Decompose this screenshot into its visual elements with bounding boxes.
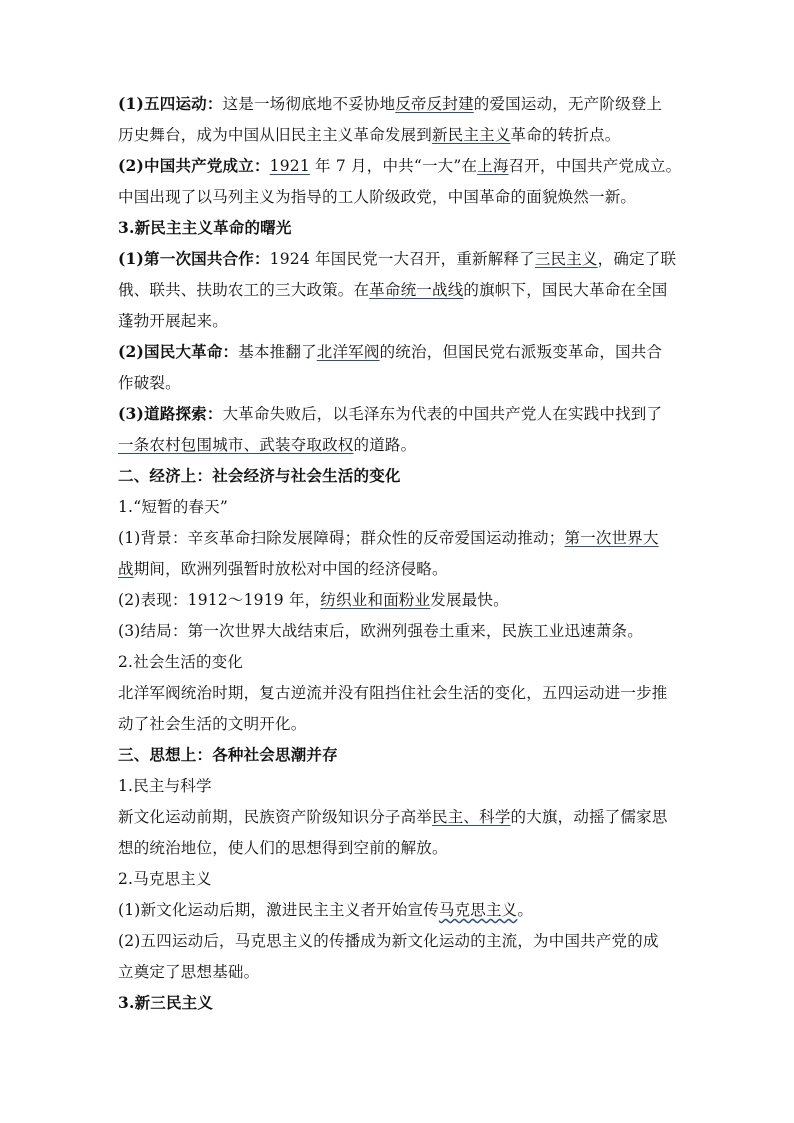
underlined-term: 一条农村包围城市、武装夺取政权 bbox=[118, 436, 354, 454]
text-run: 年 7 月，中共“一大”在 bbox=[309, 157, 478, 175]
background-line-2 bbox=[118, 558, 678, 580]
ccp-founding-label: (2)中国共产党成立： bbox=[118, 156, 270, 175]
social-life-line-1: 北洋军阀统治时期，复古逆流并没有阻挡住社会生活的变化，五四运动进一步推 bbox=[118, 684, 668, 702]
text-run: 历史舞台，成为中国从旧民主主义革命发展到 bbox=[118, 126, 433, 144]
text-run: 发展最快。 bbox=[430, 591, 509, 609]
ccp-founding-line-1 bbox=[118, 155, 682, 177]
marxism-line-1 bbox=[118, 899, 678, 921]
outcome-line: (3)结局：第一次世界大战结束后，欧洲列强卷土重来，民族工业迅速萧条。 bbox=[118, 622, 643, 640]
text-run: 这是一场彻底地不妥协地 bbox=[222, 95, 396, 113]
subheading-brief-spring: 1.“短暂的春天” bbox=[118, 498, 228, 516]
text-run: 的统治，但国民党右派叛变革命，国共合 bbox=[379, 343, 663, 361]
background-line-1 bbox=[118, 527, 678, 549]
ccp-founding-line-2: 中国出现了以马列主义为指导的工人阶级政党，中国革命的面貌焕然一新。 bbox=[118, 188, 637, 206]
text-run: 的大旗，动摇了儒家思 bbox=[510, 808, 668, 826]
underlined-term: 民主、科学 bbox=[432, 808, 511, 826]
may-fourth-label: (1)五四运动： bbox=[118, 94, 223, 113]
section-heading-new-democratic-dawn: 3.新民主主义革命的曙光 bbox=[118, 218, 292, 237]
national-revolution-line-2: 作破裂。 bbox=[118, 374, 181, 392]
underlined-term: 第一次世界大 bbox=[564, 529, 659, 547]
text-run: 召开，中国共产党成立。 bbox=[508, 157, 682, 175]
subheading-social-life: 2.社会生活的变化 bbox=[118, 653, 244, 671]
marxism-line-3: 立奠定了思想基础。 bbox=[118, 963, 260, 981]
marxism-line-2: (2)五四运动后，马克思主义的传播成为新文化运动的主流，为中国共产党的成 bbox=[118, 932, 659, 950]
performance-line bbox=[118, 589, 678, 611]
first-united-front-line-2 bbox=[118, 279, 678, 301]
text-run: 。 bbox=[517, 901, 534, 919]
text-run: 新文化运动前期，民族资产阶级知识分子高举 bbox=[118, 808, 433, 826]
underlined-term: 战 bbox=[118, 560, 134, 578]
text-run: ，确定了联 bbox=[597, 250, 677, 268]
text-run: 的旗帜下，国民大革命在全国 bbox=[463, 281, 668, 299]
national-revolution-line-1 bbox=[118, 341, 678, 363]
underlined-term: 反帝反封建 bbox=[395, 95, 474, 113]
text-run: 的爱国运动，无产阶级登上 bbox=[473, 95, 663, 113]
text-run: 期间，欧洲列强暂时放松对中国的经济侵略。 bbox=[133, 560, 448, 578]
first-united-front-line-3: 蓬勃开展起来。 bbox=[118, 312, 228, 330]
underlined-term: 北洋军阀 bbox=[316, 343, 380, 361]
democracy-science-line-1 bbox=[118, 806, 678, 828]
road-exploration-line-1 bbox=[118, 403, 678, 425]
text-run: (1)新文化运动后期，激进民主主义者开始宣传 bbox=[118, 901, 439, 919]
text-run: (2)表现：1912～1919 年， bbox=[118, 591, 321, 609]
text-run: 俄、联共、扶助农工的三大政策。在 bbox=[118, 281, 370, 299]
road-exploration-line-2 bbox=[118, 434, 678, 456]
social-life-line-2: 动了社会生活的文明开化。 bbox=[118, 715, 307, 733]
text-run: 大革命失败后，以毛泽东为代表的中国共产党人在实践中找到了 bbox=[222, 405, 663, 423]
text-run: 革命的转折点。 bbox=[510, 126, 621, 144]
text-run: 1924 年国民党一大召开，重新解释了 bbox=[269, 250, 535, 268]
first-united-front-label: (1)第一次国共合作： bbox=[118, 249, 270, 268]
subheading-marxism: 2.马克思主义 bbox=[118, 870, 212, 888]
text-run: (1)背景：辛亥革命扫除发展障碍；群众性的反帝爱国运动推动； bbox=[118, 529, 565, 547]
road-exploration-label: (3)道路探索： bbox=[118, 404, 223, 423]
democracy-science-line-2: 想的统治地位，使人们的思想得到空前的解放。 bbox=[118, 839, 448, 857]
underlined-term: 新民主主义 bbox=[432, 126, 511, 144]
text-run: 基本推翻了 bbox=[238, 343, 317, 361]
national-revolution-label: (2)国民大革命： bbox=[118, 342, 239, 361]
underlined-term: 上海 bbox=[477, 157, 509, 175]
document-body bbox=[118, 93, 682, 1023]
section-heading-thought: 三、思想上：各种社会思潮并存 bbox=[118, 745, 338, 764]
underlined-term: 革命统一战线 bbox=[369, 281, 464, 299]
underlined-term: 马克思主义 bbox=[438, 901, 518, 919]
may-fourth-line-2 bbox=[118, 124, 678, 146]
subheading-democracy-science: 1.民主与科学 bbox=[118, 777, 212, 795]
underlined-term: 三民主义 bbox=[534, 250, 598, 268]
text-run: 的道路。 bbox=[353, 436, 417, 454]
subheading-new-three-principles: 3.新三民主义 bbox=[118, 993, 214, 1012]
first-united-front-line-1 bbox=[118, 248, 678, 270]
underlined-term: 1921 bbox=[269, 157, 310, 175]
may-fourth-line-1 bbox=[118, 93, 678, 115]
underlined-term: 纺织业和面粉业 bbox=[320, 591, 431, 609]
section-heading-economy: 二、经济上：社会经济与社会生活的变化 bbox=[118, 466, 401, 485]
